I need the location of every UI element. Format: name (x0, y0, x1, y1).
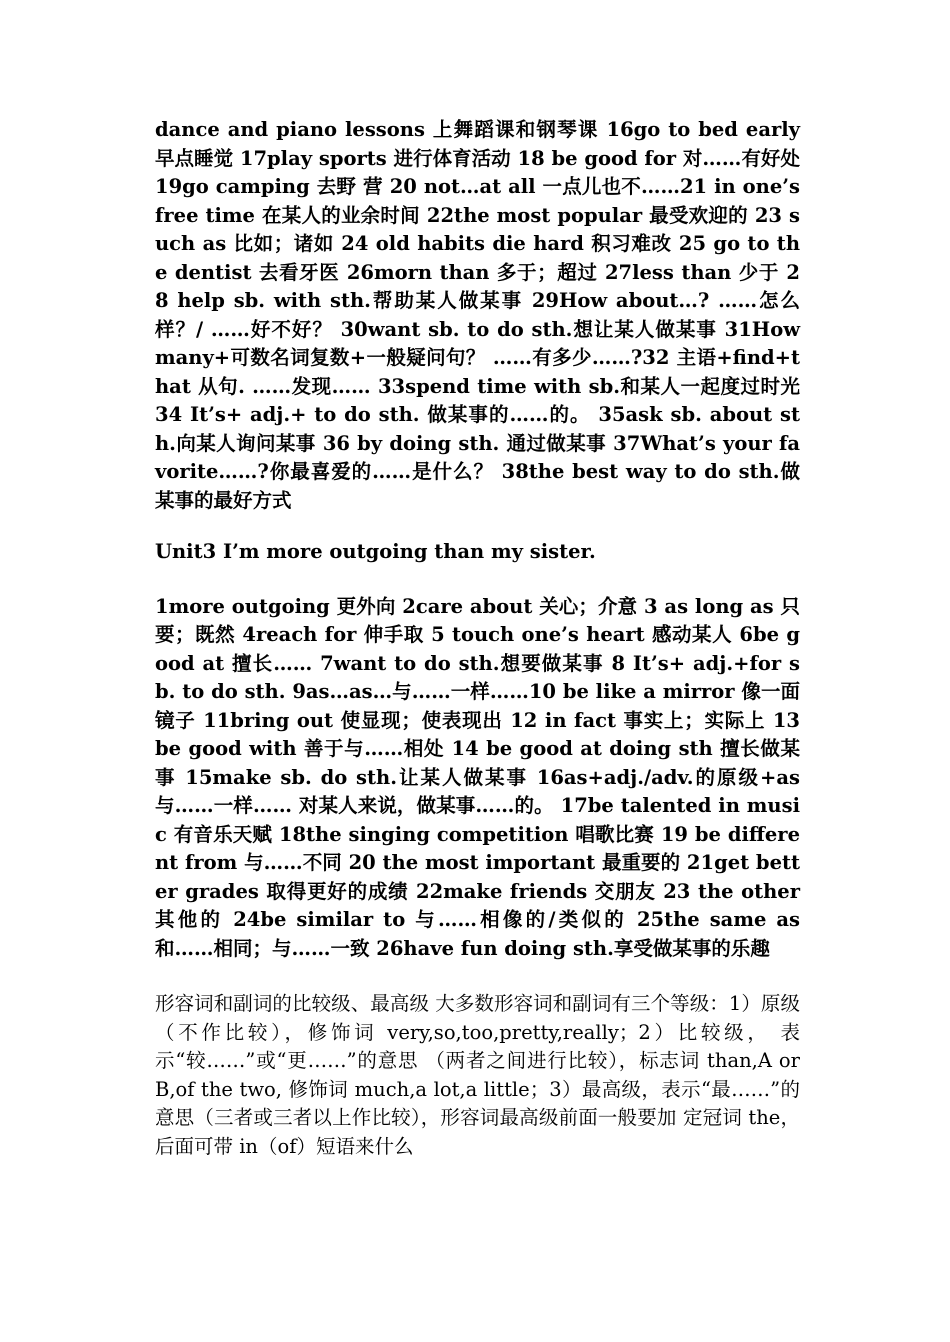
grammar-paragraph: 形容词和副词的比较级、最高级 大多数形容词和副词有三个等级：1）原级（不作比较），修饰词 very,so,too,pretty,really；2）比较级， 表示“较……”或“更……”的意思 （两者之间进行比较），标志词 than,A or B,of the two, 修饰词 much,a lot,a little；3）最高级，表示“最……”的意思（三者或三者以上作比较），形容词最高级前面一般要加 定冠词 the，后面可带 in（of）短语来什么 (155, 992, 800, 1158)
vocabulary-paragraph-unit2: dance and piano lessons 上舞蹈课和钢琴课 16go to bed early 早点睡觉 17play sports 进行体育活动 18 be good for 对……有好处 19go camping 去野 营 20 not…at all 一点儿也不……21 in one’s free time 在某人的业余时间 22the most popular 最受欢迎的 23 such as 比如；诸如 24 old habits die hard 积习难改 25 go to the dentist 去看牙医 26morn than 多于；超过 27less than 少于 28 help sb. with sth.帮助某人做某事 29How about…? ……怎么样？/ ……好不好？ 30want sb. to do sth.想让某人做某事 31How many+可数名词复数+一般疑问句？ ……有多少……?32 主语+find+that 从句. ……发现…… 33spend time with sb.和某人一起度过时光 34 It’s+ adj.+ to do sth. 做某事的……的。 35ask sb. about sth.向某人询问某事 36 by doing sth. 通过做某事 37What’s your favorite……?你最喜爱的……是什么？ 38the best way to do sth.做某事的最好方式 (155, 118, 800, 512)
unit-heading: Unit3 I’m more outgoing than my sister. (155, 540, 596, 563)
document-page (155, 116, 800, 1161)
vocabulary-paragraph-unit3: 1more outgoing 更外向 2care about 关心；介意 3 as long as 只要；既然 4reach for 伸手取 5 touch one’s heart 感动某人 6be good at 擅长…… 7want to do sth.想要做某事 8 It’s+ adj.+for sb. to do sth. 9as…as…与……一样……10 be like a mirror 像一面镜子 11bring out 使显现；使表现出 12 in fact 事实上；实际上 13 be good with 善于与……相处 14 be good at doing sth 擅长做某事 15make sb. do sth.让某人做某事 16as+adj./adv.的原级+as 与……一样…… 对某人来说，做某事……的。 17be talented in music 有音乐天赋 18the singing competition 唱歌比赛 19 be different from 与……不同 20 the most important 最重要的 21get better grades 取得更好的成绩 22make friends 交朋友 23 the other 其他的 24be similar to 与……相像的/类似的 25the same as 和……相同；与……一致 26have fun doing sth.享受做某事的乐趣 (155, 594, 800, 960)
